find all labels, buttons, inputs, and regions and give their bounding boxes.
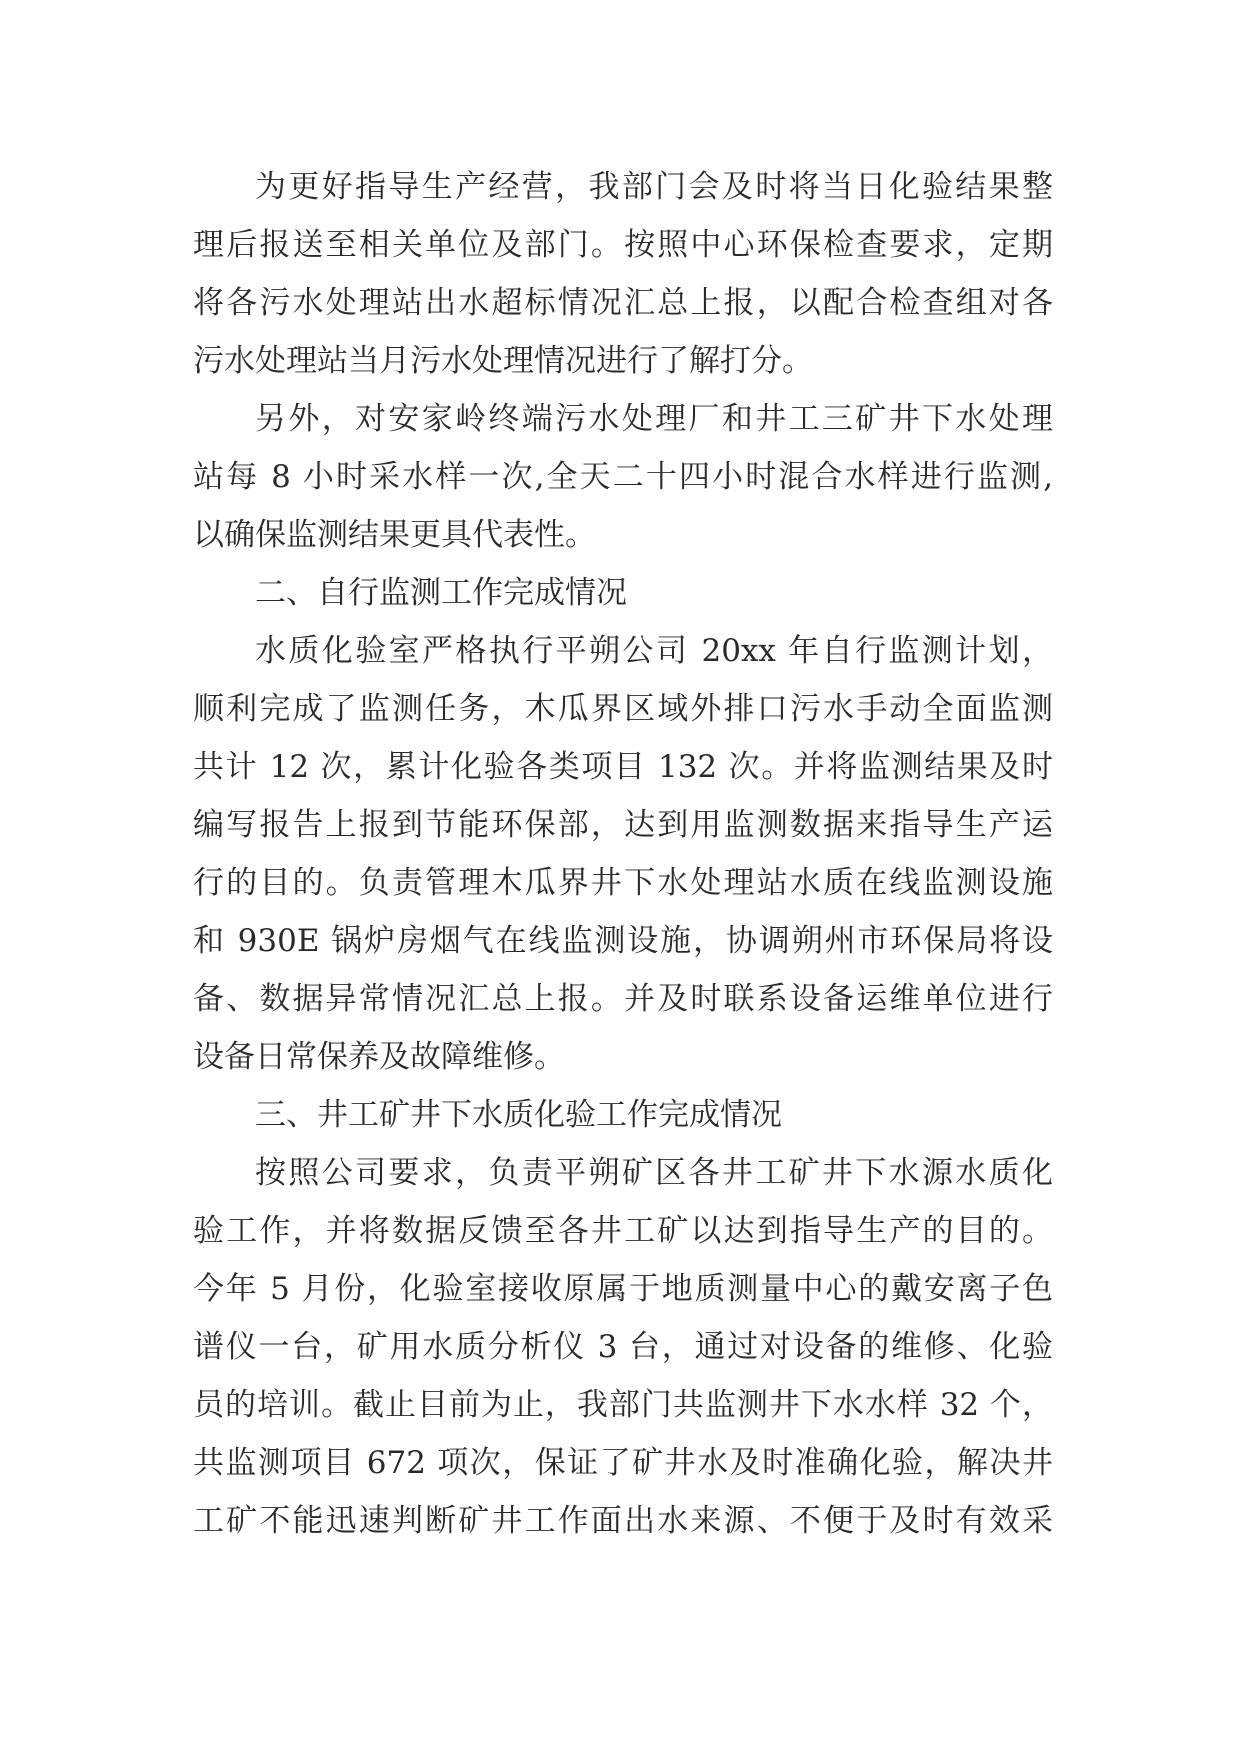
text-line: 按照公司要求，负责平朔矿区各井工矿井下水源水质化 bbox=[255, 1155, 1053, 1191]
text-line: 今年 5 月份，化验室接收原属于地质测量中心的戴安离子色 bbox=[193, 1271, 1053, 1307]
text-line: 工矿不能迅速判断矿井工作面出水来源、不便于及时有效采 bbox=[193, 1503, 1053, 1539]
text-line: 共监测项目 672 项次，保证了矿井水及时准确化验，解决井 bbox=[193, 1445, 1053, 1481]
text-line: 备、数据异常情况汇总上报。并及时联系设备运维单位进行 bbox=[193, 981, 1053, 1017]
text-line: 验工作，并将数据反馈至各井工矿以达到指导生产的目的。 bbox=[193, 1213, 1053, 1249]
text-line: 三、井工矿井下水质化验工作完成情况 bbox=[255, 1097, 782, 1133]
text-line: 编写报告上报到节能环保部，达到用监测数据来指导生产运 bbox=[193, 807, 1053, 843]
text-line: 将各污水处理站出水超标情况汇总上报，以配合检查组对各 bbox=[193, 285, 1053, 321]
text-line: 和 930E 锅炉房烟气在线监测设施，协调朔州市环保局将设 bbox=[193, 923, 1053, 959]
text-line: 行的目的。负责管理木瓜界井下水处理站水质在线监测设施 bbox=[193, 865, 1053, 901]
text-line: 站每 8 小时采水样一次,全天二十四小时混合水样进行监测, bbox=[193, 459, 1053, 495]
text-line: 以确保监测结果更具代表性。 bbox=[193, 517, 596, 553]
text-line: 谱仪一台，矿用水质分析仪 3 台，通过对设备的维修、化验 bbox=[193, 1329, 1053, 1365]
text-line: 水质化验室严格执行平朔公司 20xx 年自行监测计划， bbox=[255, 633, 1053, 669]
text-line: 为更好指导生产经营，我部门会及时将当日化验结果整 bbox=[255, 169, 1053, 205]
text-line: 顺利完成了监测任务，木瓜界区域外排口污水手动全面监测 bbox=[193, 691, 1053, 727]
text-line: 员的培训。截止目前为止，我部门共监测井下水水样 32 个， bbox=[193, 1387, 1053, 1423]
text-line: 理后报送至相关单位及部门。按照中心环保检查要求，定期 bbox=[193, 227, 1053, 263]
text-line: 另外，对安家岭终端污水处理厂和井工三矿井下水处理 bbox=[255, 401, 1053, 437]
document-body bbox=[193, 158, 1053, 1550]
text-line: 共计 12 次，累计化验各类项目 132 次。并将监测结果及时 bbox=[193, 749, 1053, 785]
text-line: 设备日常保养及故障维修。 bbox=[193, 1039, 565, 1075]
text-line: 二、自行监测工作完成情况 bbox=[255, 575, 627, 611]
text-line: 污水处理站当月污水处理情况进行了解打分。 bbox=[193, 343, 813, 379]
